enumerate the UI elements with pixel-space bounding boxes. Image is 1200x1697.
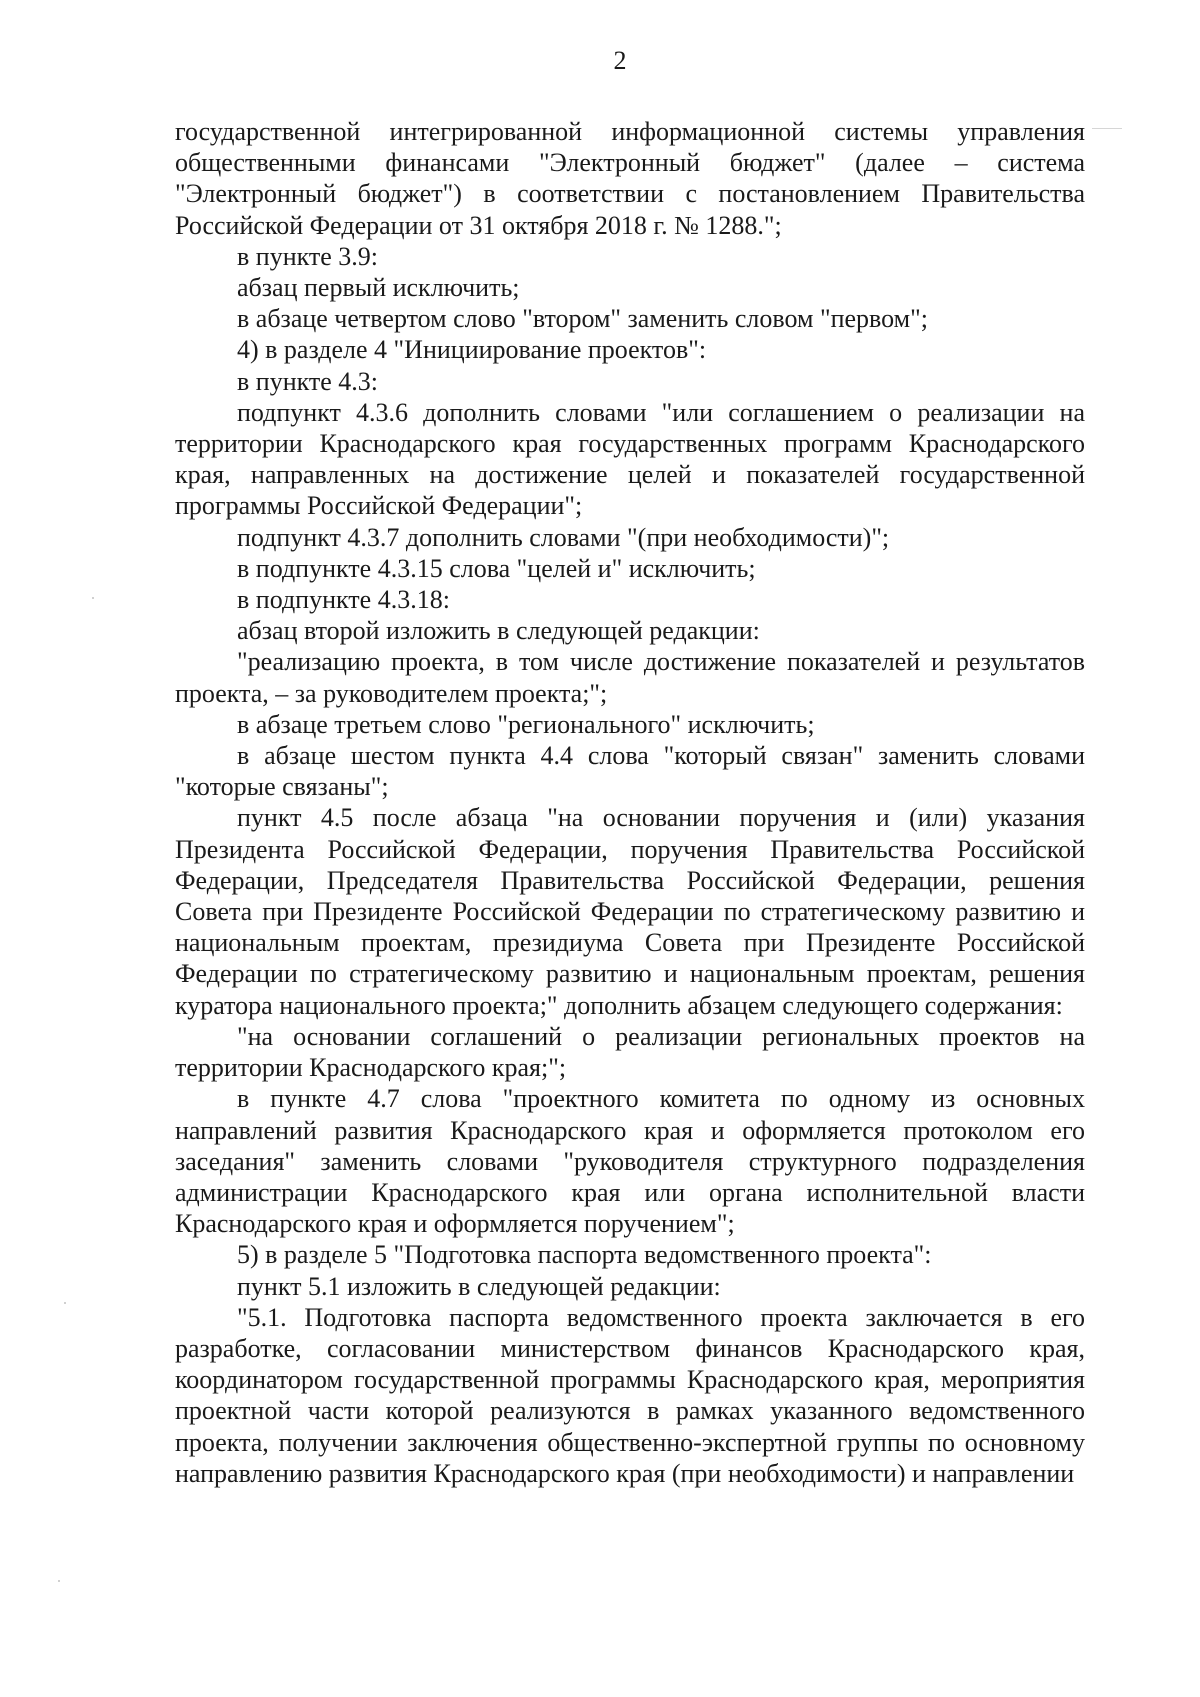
paragraph: в подпункте 4.3.18: [237,585,450,615]
paragraph: подпункт 4.3.7 дополнить словами "(при необходимости)"; [237,522,890,552]
paragraph: в абзаце третьем слово "регионального" исключить; [237,709,815,739]
paragraph: в пункте 4.3: [237,366,379,396]
page-number: 2 [613,46,627,75]
scan-artifact [58,1580,60,1582]
paragraph: в пункте 3.9: [237,241,379,271]
scan-artifact [1092,128,1122,129]
paragraph: "5.1. Подготовка паспорта ведомственного проекта заключается в его разработке, согласовании министерством финансов Краснодарского края, координатором государственной программы Краснодарского края, мероприятия проектной части которой реализуются в рамках указанного ведомственного проекта, получении заключения общественно-экспертной группы по основному направлению развития Краснодарского края (при необходимости) и направлении [175,1302,1085,1488]
paragraph: пункт 4.5 после абзаца "на основании поручения и (или) указания Президента Российской Федерации, поручения Правительства Российской Федерации, Председателя Правительства Российской Федерации, решения Совета при Президенте Российской Федерации по стратегическому развитию и национальным проектам, президиума Совета при Президенте Российской Федерации по стратегическому развитию и национальным проектам, решения куратора национального проекта;" дополнить абзацем следующего содержания: [175,803,1085,1020]
paragraph: абзац первый исключить; [237,273,520,303]
paragraph: государственной интегрированной информационной системы управления общественными финансами "Электронный бюджет" (далее – система "Электронный бюджет") в соответствии с постановлением Правительства Российской Федерации от 31 октября 2018 г. № 1288."; [175,117,1085,240]
paragraph: в пункте 4.7 слова "проектного комитета по одному из основных направлений развития Краснодарского края и оформляется протоколом его заседания" заменить словами "руководителя структурного подразделения администрации Краснодарского края или органа исполнительной власти Краснодарского края и оформляется поручением"; [175,1084,1085,1239]
paragraph: в подпункте 4.3.15 слова "целей и" исключить; [237,553,756,583]
paragraph: "на основании соглашений о реализации региональных проектов на территории Краснодарского края;"; [175,1021,1085,1083]
paragraph: пункт 5.1 изложить в следующей редакции: [237,1271,721,1301]
scan-artifact [92,597,94,599]
paragraph: абзац второй изложить в следующей редакции: [237,616,760,646]
paragraph: в абзаце шестом пункта 4.4 слова "который связан" заменить словами "которые связаны"; [175,741,1085,802]
paragraph: подпункт 4.3.6 дополнить словами "или соглашением о реализации на территории Краснодарского края государственных программ Краснодарского края, направленных на достижение целей и показателей государственной программы Российской Федерации"; [175,397,1085,521]
paragraph: 4) в разделе 4 "Инициирование проектов": [237,335,707,365]
paragraph: в абзаце четвертом слово "втором" заменить словом "первом"; [237,304,928,334]
paragraph: 5) в разделе 5 "Подготовка паспорта ведомственного проекта": [237,1240,932,1270]
paragraph: "реализацию проекта, в том числе достижение показателей и результатов проекта, – за руководителем проекта;"; [175,647,1085,708]
scan-artifact [64,1302,66,1304]
document-body [175,116,1085,1489]
